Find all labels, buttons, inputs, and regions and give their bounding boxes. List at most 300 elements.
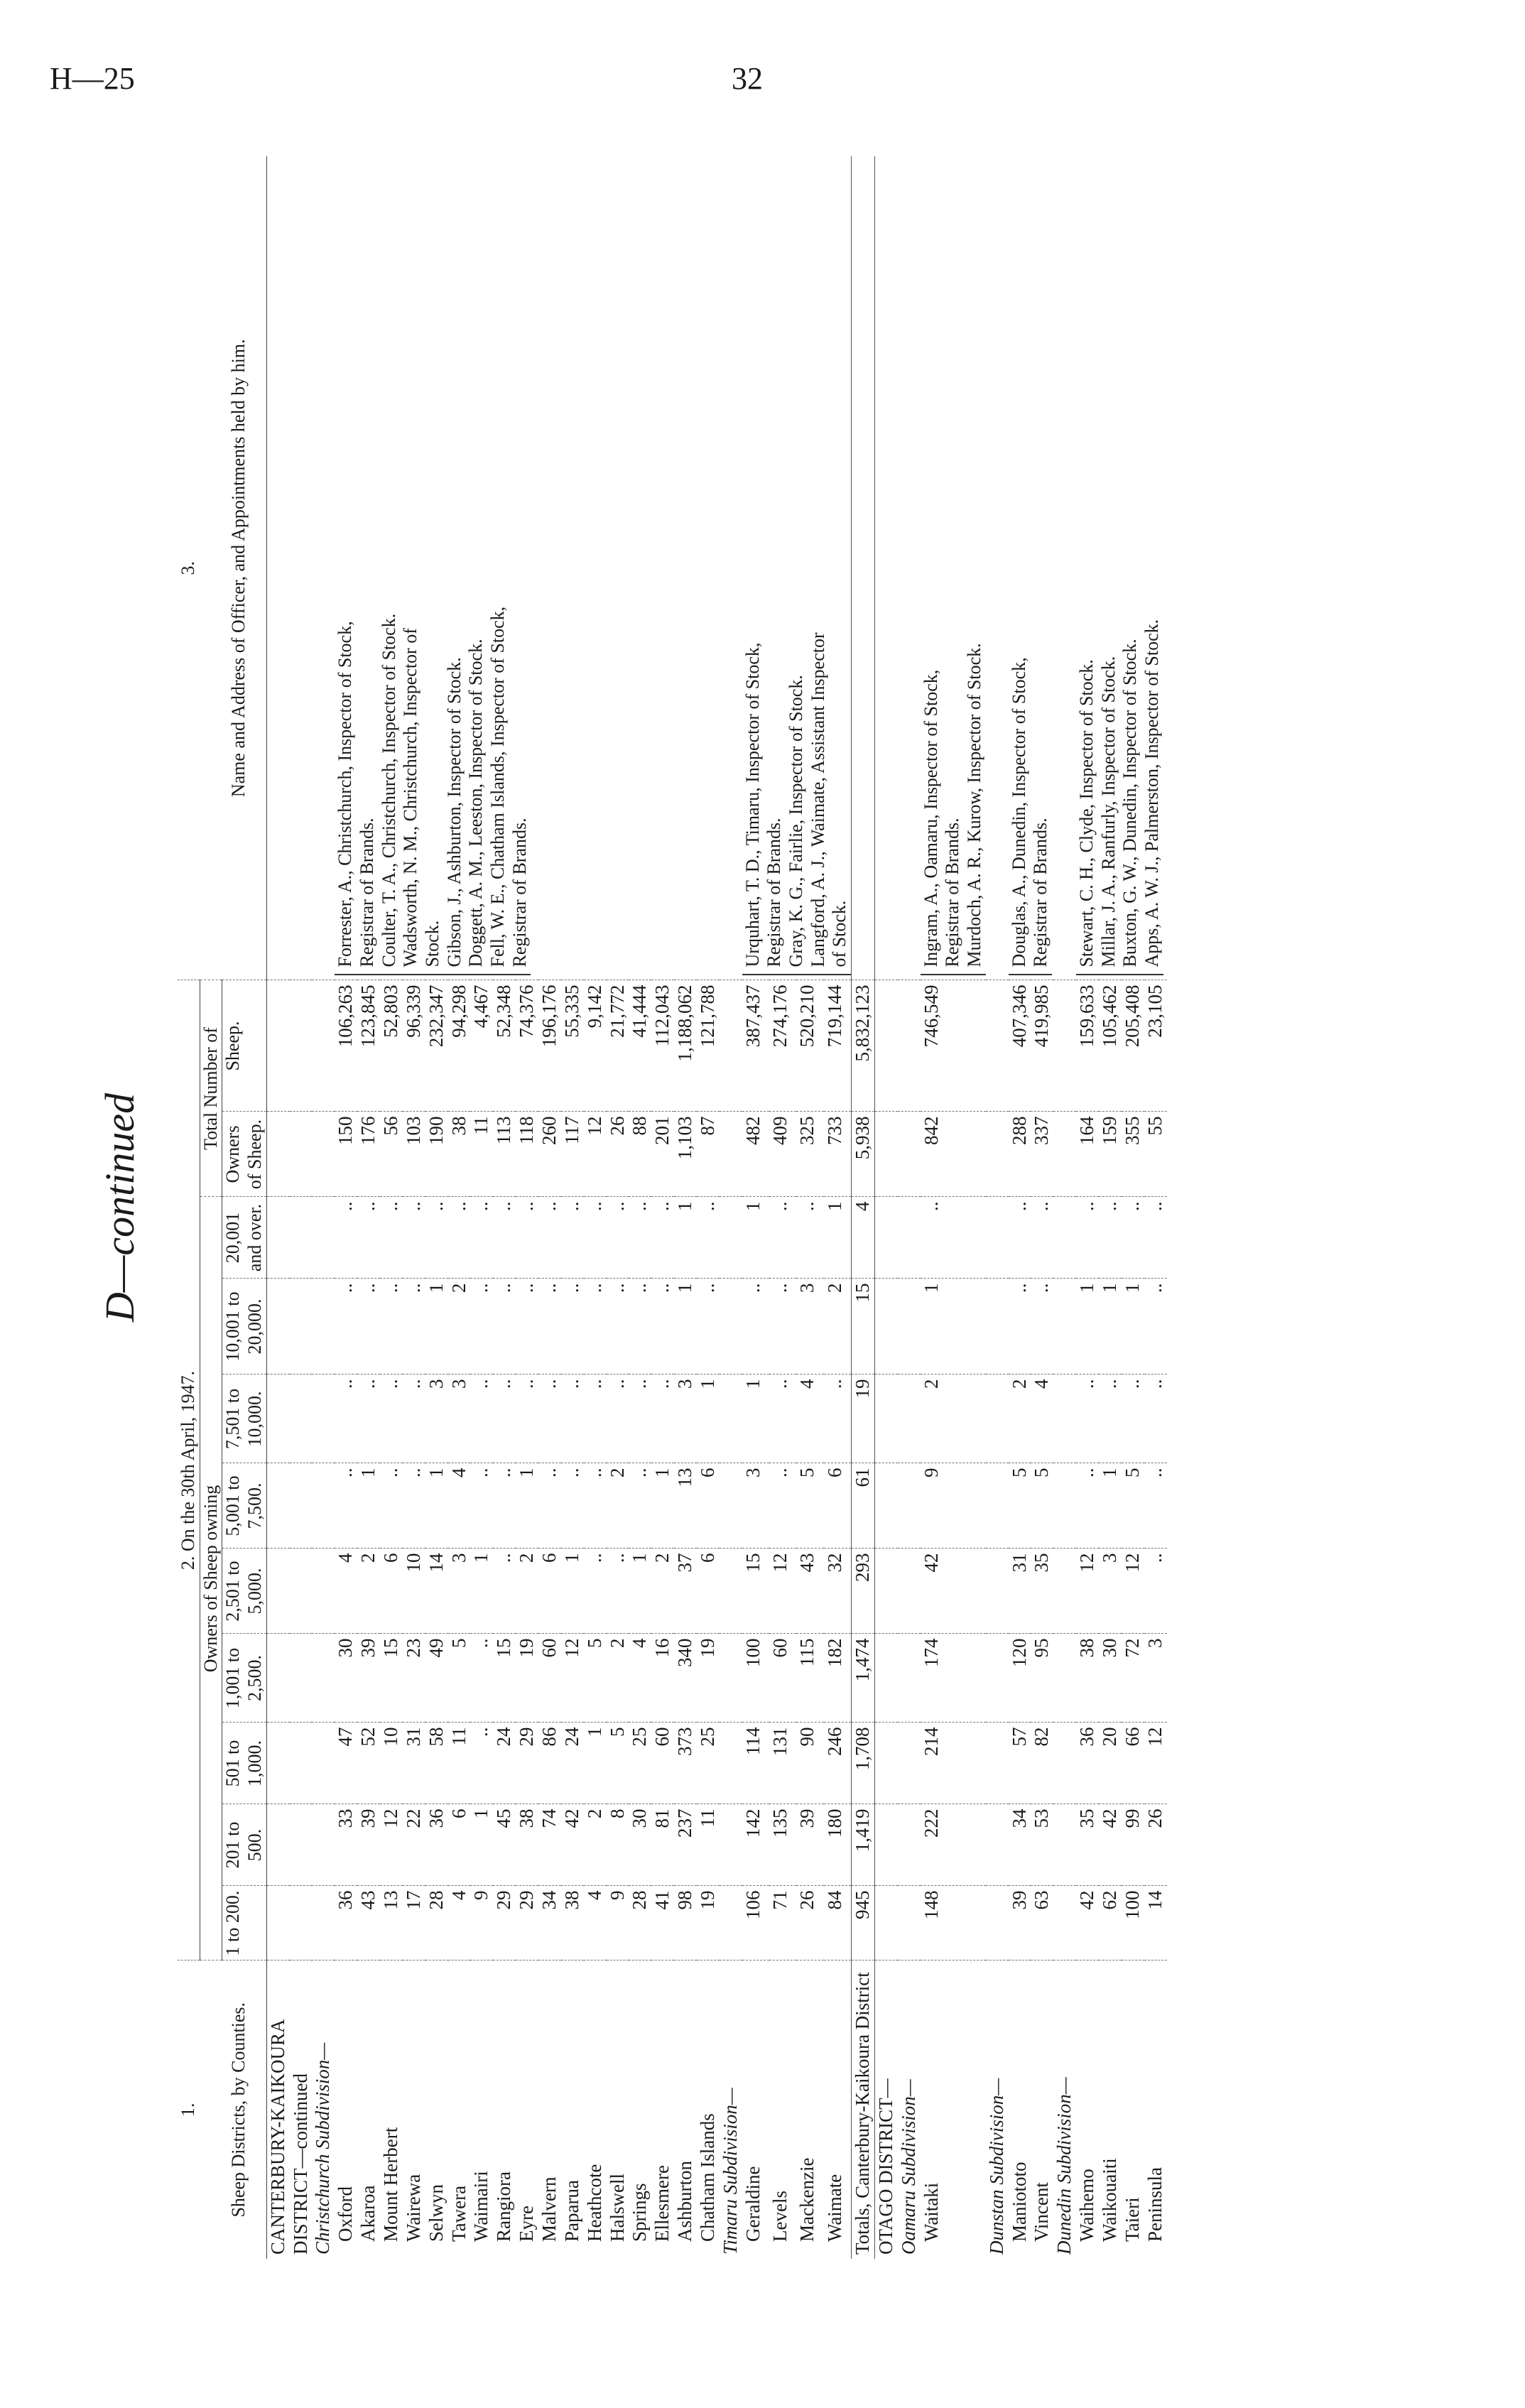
table-row (335, 156, 357, 2259)
officer-line: Douglas, A., Dunedin, Inspector of Stock, (1008, 657, 1029, 967)
county-name: Springs (629, 2183, 651, 2242)
officer-line: Wadsworth, N. M., Christchurch, Inspector of (400, 628, 421, 967)
table-cell: 5 (584, 1634, 607, 1723)
empty-cell (986, 1374, 1009, 1463)
table-cell: .. (516, 1279, 538, 1374)
table-cell: 176 (357, 1112, 380, 1197)
empty-cell (312, 1374, 335, 1463)
table-cell: 66 (1122, 1723, 1144, 1804)
table-cell: 14 (1144, 1886, 1167, 1960)
empty-cell (986, 980, 1009, 1112)
empty-cell (898, 1374, 921, 1463)
table-cell: 118 (516, 1112, 538, 1197)
totals-label: Totals, Canterbury-Kaikoura District (852, 1960, 875, 2259)
table-cell: .. (538, 1197, 561, 1279)
district-name-cont: DISTRICT—continued (289, 2073, 311, 2255)
table-cell: .. (1144, 1374, 1167, 1463)
table-cell: .. (538, 1279, 561, 1374)
empty-cell (266, 1886, 289, 1960)
table-cell: 112,043 (651, 980, 674, 1112)
empty-cell (874, 980, 897, 1112)
empty-cell (986, 1634, 1009, 1723)
subdivision-label-row (898, 156, 921, 2259)
table-cell: 12 (1144, 1723, 1167, 1804)
table-cell: 23,105 (1144, 980, 1167, 1112)
table-cell: .. (651, 1374, 674, 1463)
empty-cell (1053, 980, 1076, 1112)
table-cell: 5 (1009, 1463, 1031, 1549)
table-cell: .. (493, 1463, 516, 1549)
table-cell: 3 (1099, 1549, 1122, 1634)
col1-number: 1. (178, 2103, 198, 2117)
officers-cell (921, 156, 986, 980)
table-cell: 337 (1031, 1112, 1053, 1197)
county-name: Malvern (538, 2176, 560, 2242)
officer-line: Ingram, A., Oamaru, Inspector of Stock, (920, 669, 941, 967)
county-name: Waihemo (1076, 2169, 1098, 2242)
table-cell: 12 (584, 1112, 607, 1197)
officer-line: Registrar of Brands. (356, 818, 377, 967)
table-cell: .. (380, 1374, 403, 1463)
table-cell: .. (493, 1549, 516, 1634)
table-cell: .. (824, 1374, 852, 1463)
table-cell: .. (607, 1549, 629, 1634)
table-cell: 9 (607, 1886, 629, 1960)
table-cell: .. (607, 1279, 629, 1374)
table-cell: 60 (651, 1723, 674, 1804)
officers-cell (1009, 156, 1054, 980)
table-cell: 3 (1144, 1634, 1167, 1723)
table-cell: 1 (357, 1463, 380, 1549)
officer-line: Millar, J. A., Ranfurly, Inspector of Stock. (1097, 656, 1119, 967)
table-cell: .. (425, 1197, 448, 1279)
table-cell: 11 (697, 1804, 720, 1886)
table-cell: 63 (1031, 1886, 1053, 1960)
table-cell: 94,298 (448, 980, 471, 1112)
table-cell: 1 (584, 1723, 607, 1804)
table-cell: 407,346 (1009, 980, 1031, 1112)
table-cell: .. (1076, 1197, 1099, 1279)
table-cell: 20 (1099, 1723, 1122, 1804)
county-name: Tawera (447, 2185, 470, 2242)
empty-cell (874, 1886, 897, 1960)
empty-cell (290, 1463, 313, 1549)
table-cell: .. (1122, 1197, 1144, 1279)
table-cell: 3 (425, 1374, 448, 1463)
subdivision-label: Christchurch Subdivision— (312, 2042, 334, 2255)
table-cell: 205,408 (1122, 980, 1144, 1112)
table-cell: 6 (697, 1463, 720, 1549)
table-cell: 2 (516, 1549, 538, 1634)
table-cell: 10 (403, 1549, 425, 1634)
table-cell: 26 (1144, 1804, 1167, 1886)
empty-cell (986, 1279, 1009, 1374)
table-cell: .. (769, 1197, 796, 1279)
rotated-table-area (85, 0, 1525, 2259)
officer-line: Registrar of Brands. (942, 818, 963, 967)
empty-cell (720, 980, 742, 1112)
empty-cell (874, 1463, 897, 1549)
table-cell: 25 (697, 1723, 720, 1804)
empty-cell (898, 1549, 921, 1634)
officer-line: Gray, K. G., Fairlie, Inspector of Stock. (786, 675, 807, 967)
table-cell: .. (335, 1197, 357, 1279)
table-cell: .. (1144, 1197, 1167, 1279)
table-cell: 5 (1122, 1463, 1144, 1549)
table-cell: .. (651, 1197, 674, 1279)
table-cell: 409 (769, 1112, 796, 1197)
table-cell: .. (1076, 1463, 1099, 1549)
table-cell: 38 (561, 1886, 584, 1960)
officer-line: Fell, W. E., Chatham Islands, Inspector of Stock, (487, 606, 508, 967)
table-cell: .. (769, 1279, 796, 1374)
table-cell: .. (561, 1374, 584, 1463)
range-header: 20,001 and over. (222, 1197, 266, 1279)
range-header: 5,001 to 7,500. (222, 1463, 266, 1549)
officers-list (335, 161, 531, 976)
table-cell: 30 (629, 1804, 651, 1886)
table-cell: 23 (403, 1634, 425, 1723)
empty-cell (312, 980, 335, 1112)
total-cell: 293 (852, 1549, 875, 1634)
total-cell: 19 (852, 1374, 875, 1463)
table-cell: 29 (493, 1886, 516, 1960)
county-name: Mount Herbert (379, 2127, 401, 2242)
page-reference: H—25 (50, 61, 135, 96)
officers-list (742, 161, 851, 976)
table-cell: .. (493, 1279, 516, 1374)
table-cell: 2 (584, 1804, 607, 1886)
subdivision-label: Oamaru Subdivision— (897, 2079, 919, 2255)
subdivision-label-row (312, 156, 335, 2259)
county-name: Waimate (823, 2174, 845, 2242)
table-cell: .. (335, 1279, 357, 1374)
officer-line: Murdoch, A. R., Kurow, Inspector of Stock. (964, 643, 985, 967)
table-cell: 43 (796, 1549, 823, 1634)
col1-header (178, 1960, 266, 2259)
officers-cell (335, 156, 720, 980)
empty-cell (986, 1197, 1009, 1279)
empty-cell (898, 1197, 921, 1279)
empty-cell (720, 1197, 742, 1279)
table-cell: 57 (1009, 1723, 1031, 1804)
table-cell: 45 (493, 1804, 516, 1886)
officer-line: Forrester, A., Christchurch, Inspector of Stock, (335, 621, 356, 967)
table-cell: 340 (674, 1634, 697, 1723)
table-cell: 1 (1122, 1279, 1144, 1374)
sheep-table (178, 156, 1167, 2259)
table-cell: .. (403, 1197, 425, 1279)
county-name: Ellesmere (651, 2165, 673, 2242)
table-cell: 12 (1122, 1549, 1144, 1634)
table-cell: 3 (674, 1374, 697, 1463)
table-cell: 15 (380, 1634, 403, 1723)
table-cell: 33 (335, 1804, 357, 1886)
empty-cell (290, 1197, 313, 1279)
empty-cell (874, 1804, 897, 1886)
table-cell: 19 (516, 1634, 538, 1723)
table-cell: 11 (448, 1723, 471, 1804)
table-cell: 115 (796, 1634, 823, 1723)
subdivision-label: Dunedin Subdivision— (1053, 2077, 1075, 2255)
table-cell: 47 (335, 1723, 357, 1804)
range-header: 1,001 to 2,500. (222, 1634, 266, 1723)
table-cell: 6 (697, 1549, 720, 1634)
county-name: Eyre (516, 2206, 538, 2242)
table-cell: 121,788 (697, 980, 720, 1112)
table-cell: 1 (1099, 1463, 1122, 1549)
empty-cell (266, 1634, 289, 1723)
table-cell: 274,176 (769, 980, 796, 1112)
page-number: 32 (732, 61, 763, 96)
sheep-header: Sheep. (222, 980, 266, 1112)
county-name: Maniototo (1008, 2162, 1030, 2242)
table-cell: 42 (1099, 1804, 1122, 1886)
table-cell: .. (403, 1374, 425, 1463)
table-cell: 6 (380, 1549, 403, 1634)
table-cell: 6 (448, 1804, 471, 1886)
officer-cell (720, 156, 742, 980)
table-cell: 123,845 (357, 980, 380, 1112)
empty-cell (720, 1112, 742, 1197)
table-cell: 39 (796, 1804, 823, 1886)
officer-cell (852, 156, 875, 980)
empty-cell (898, 1804, 921, 1886)
table-cell: 196,176 (538, 980, 561, 1112)
table-cell: .. (470, 1634, 493, 1723)
empty-cell (720, 1463, 742, 1549)
officers-cell (742, 156, 852, 980)
subdivision-label-row (986, 156, 1009, 2259)
table-cell: 38 (448, 1112, 471, 1197)
empty-cell (720, 1886, 742, 1960)
table-cell: 28 (629, 1886, 651, 1960)
table-cell: 222 (921, 1804, 986, 1886)
table-cell: 164 (1076, 1112, 1099, 1197)
table-cell: 4,467 (470, 980, 493, 1112)
table-cell: 520,210 (796, 980, 823, 1112)
table-cell: 49 (425, 1634, 448, 1723)
table-cell: .. (1009, 1279, 1031, 1374)
table-cell: 71 (769, 1886, 796, 1960)
subdivision-label-row (720, 156, 742, 2259)
table-cell: 142 (742, 1804, 769, 1886)
table-cell: 100 (742, 1634, 769, 1723)
empty-cell (312, 1886, 335, 1960)
table-cell: 105,462 (1099, 980, 1122, 1112)
table-cell: 1 (921, 1279, 986, 1374)
table-cell: 325 (796, 1112, 823, 1197)
officer-cell (312, 156, 335, 980)
empty-cell (874, 1279, 897, 1374)
empty-cell (266, 1549, 289, 1634)
table-cell: .. (538, 1374, 561, 1463)
table-cell: 17 (403, 1886, 425, 1960)
empty-cell (898, 1463, 921, 1549)
county-name: Heathcote (583, 2164, 605, 2242)
table-cell: 387,437 (742, 980, 769, 1112)
table-cell: 4 (796, 1374, 823, 1463)
total-group-header: Total Number of (200, 980, 222, 1197)
officer-cell (266, 156, 289, 980)
table-cell: 60 (769, 1634, 796, 1723)
empty-cell (986, 1112, 1009, 1197)
empty-cell (290, 1549, 313, 1634)
table-cell: 1 (425, 1279, 448, 1374)
table-cell: 100 (1122, 1886, 1144, 1960)
subdivision-label: Timaru Subdivision— (719, 2088, 741, 2255)
table-cell: 117 (561, 1112, 584, 1197)
table-cell: 1 (516, 1463, 538, 1549)
table-cell: 103 (403, 1112, 425, 1197)
table-cell: .. (769, 1463, 796, 1549)
table-cell: 1 (697, 1374, 720, 1463)
col3-header (178, 156, 266, 980)
county-name: Rangiora (493, 2171, 515, 2242)
table-cell: .. (1099, 1197, 1122, 1279)
table-cell: 36 (425, 1804, 448, 1886)
district-name-cont-row (290, 156, 313, 2259)
table-cell: 131 (769, 1723, 796, 1804)
table-cell: .. (516, 1197, 538, 1279)
officer-line: Coulter, T. A., Christchurch, Inspector of Stock. (378, 613, 399, 967)
table-cell: .. (584, 1197, 607, 1279)
range-header: 2,501 to 5,000. (222, 1549, 266, 1634)
table-cell: .. (584, 1549, 607, 1634)
table-cell: 106 (742, 1886, 769, 1960)
table-cell: .. (1031, 1279, 1053, 1374)
table-cell: 1 (742, 1197, 769, 1279)
table-cell: 32 (824, 1549, 852, 1634)
subdivision-label: Dunstan Subdivision— (985, 2078, 1007, 2255)
county-name: Ashburton (674, 2161, 696, 2242)
empty-cell (720, 1279, 742, 1374)
table-cell: 482 (742, 1112, 769, 1197)
table-cell: 148 (921, 1886, 986, 1960)
officers-list (1009, 161, 1052, 976)
table-cell: .. (561, 1279, 584, 1374)
table-cell: .. (380, 1197, 403, 1279)
table-cell: 1 (629, 1549, 651, 1634)
table-cell: 26 (796, 1886, 823, 1960)
owners-header: Owners of Sheep. (222, 1112, 266, 1197)
table-cell: 1 (470, 1804, 493, 1886)
table-cell: 8 (607, 1804, 629, 1886)
officer-line: of Stock. (829, 900, 850, 967)
table-cell: 19 (697, 1886, 720, 1960)
empty-cell (874, 1112, 897, 1197)
table-cell: .. (921, 1197, 986, 1279)
county-name: Paparua (560, 2180, 582, 2242)
table-cell: 42 (1076, 1886, 1099, 1960)
table-cell: 15 (742, 1549, 769, 1634)
county-name: Peninsula (1144, 2167, 1166, 2242)
table-cell: .. (448, 1197, 471, 1279)
officer-line: Registrar of Brands. (1030, 818, 1051, 967)
officer-line: Gibson, J., Ashburton, Inspector of Stock. (443, 657, 465, 967)
officer-line: Stewart, C. H., Clyde, Inspector of Stock. (1076, 659, 1097, 967)
table-cell: 246 (824, 1723, 852, 1804)
empty-cell (266, 980, 289, 1112)
table-cell: 1 (742, 1374, 769, 1463)
table-cell: .. (470, 1723, 493, 1804)
officer-line: Registrar of Brands. (764, 818, 785, 967)
table-cell: 3 (742, 1463, 769, 1549)
empty-cell (720, 1549, 742, 1634)
table-cell: 4 (448, 1463, 471, 1549)
table-cell: 4 (629, 1634, 651, 1723)
total-cell: 15 (852, 1279, 875, 1374)
empty-cell (266, 1279, 289, 1374)
empty-cell (898, 1634, 921, 1723)
table-cell: 114 (742, 1723, 769, 1804)
table-cell: 29 (516, 1886, 538, 1960)
table-cell: 733 (824, 1112, 852, 1197)
table-cell: 81 (651, 1804, 674, 1886)
table-cell: .. (629, 1197, 651, 1279)
table-cell: 9 (921, 1463, 986, 1549)
district-name-row (874, 156, 897, 2259)
table-cell: 74,376 (516, 980, 538, 1112)
table-cell: 11 (470, 1112, 493, 1197)
table-cell: .. (697, 1279, 720, 1374)
empty-cell (874, 1549, 897, 1634)
table-cell: 106,263 (335, 980, 357, 1112)
col2-number: 2. (178, 1556, 198, 1571)
table-cell: .. (357, 1374, 380, 1463)
table-cell: .. (493, 1374, 516, 1463)
empty-cell (874, 1723, 897, 1804)
table-cell: 24 (493, 1723, 516, 1804)
table-cell: 31 (1009, 1549, 1031, 1634)
table-cell: .. (629, 1279, 651, 1374)
empty-cell (1053, 1112, 1076, 1197)
officer-line: Buxton, G. W., Dunedin, Inspector of Stock. (1119, 639, 1141, 967)
empty-cell (898, 1279, 921, 1374)
table-cell: 12 (561, 1634, 584, 1723)
table-cell: 12 (769, 1549, 796, 1634)
empty-cell (266, 1804, 289, 1886)
empty-cell (874, 1197, 897, 1279)
col2-label: On the 30th April, 1947. (178, 1370, 198, 1552)
table-cell: 14 (425, 1549, 448, 1634)
empty-cell (986, 1463, 1009, 1549)
table-cell: 74 (538, 1804, 561, 1886)
officer-line: Urquhart, T. D., Timaru, Inspector of Stock, (742, 642, 763, 967)
totals-row (852, 156, 875, 2259)
table-cell: 1 (1076, 1279, 1099, 1374)
county-name: Oxford (335, 2186, 357, 2242)
table-cell: 260 (538, 1112, 561, 1197)
table-cell: 2 (651, 1549, 674, 1634)
table-cell: .. (1144, 1463, 1167, 1549)
range-header: 201 to 500. (222, 1804, 266, 1886)
empty-cell (1053, 1634, 1076, 1723)
table-cell: .. (516, 1374, 538, 1463)
empty-cell (312, 1634, 335, 1723)
district-name: OTAGO DISTRICT— (874, 2078, 896, 2255)
col3-number: 3. (178, 561, 198, 575)
table-cell: .. (1031, 1197, 1053, 1279)
table-cell: .. (629, 1374, 651, 1463)
table-cell: .. (742, 1279, 769, 1374)
table-cell: 3 (448, 1374, 471, 1463)
table-cell: 36 (1076, 1723, 1099, 1804)
empty-cell (290, 980, 313, 1112)
table-cell: 43 (357, 1886, 380, 1960)
table-cell: 25 (629, 1723, 651, 1804)
table-cell: 1,103 (674, 1112, 697, 1197)
